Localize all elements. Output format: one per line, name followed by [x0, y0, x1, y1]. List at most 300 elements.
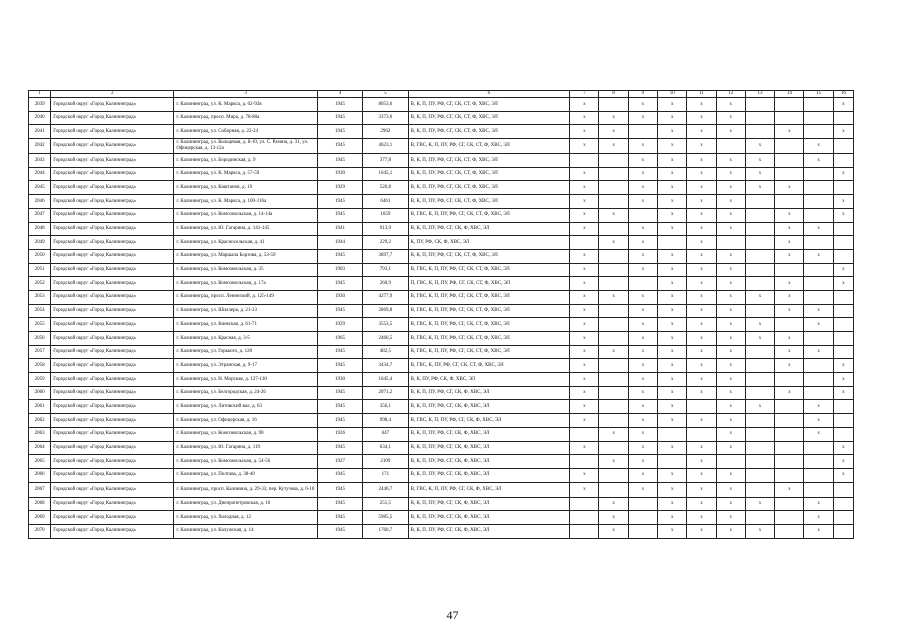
work-mark-cell: х — [716, 318, 745, 332]
works-cell: В, ГВС, К, П, ПУ, РФ, СГ, СК, СТ, Ф, ХВС, ЭЛ — [408, 345, 570, 359]
work-mark-cell — [804, 359, 833, 373]
work-mark-cell — [745, 98, 774, 112]
table-row — [29, 497, 854, 511]
column-number: 14 — [775, 91, 804, 98]
row-number: 2062 — [29, 414, 51, 428]
work-mark-cell: х — [745, 154, 774, 168]
address-cell: г. Калининград, ул. Калужская, д. 14 — [174, 524, 317, 538]
work-mark-cell: х — [658, 332, 687, 346]
work-mark-cell: х — [716, 468, 745, 482]
work-mark-cell: х — [570, 318, 599, 332]
work-mark-cell: х — [628, 263, 657, 277]
work-mark-cell — [628, 524, 657, 538]
works-cell: В, К, П, ПУ, РФ, СГ, СК, СТ, Ф, ХВС, ЭЛ — [408, 249, 570, 263]
area-cell: 2109 — [363, 455, 408, 469]
work-mark-cell: х — [804, 304, 833, 318]
work-mark-cell: х — [716, 154, 745, 168]
work-mark-cell: х — [687, 414, 716, 428]
work-mark-cell: х — [570, 125, 599, 139]
work-mark-cell: х — [775, 386, 804, 400]
work-mark-cell: х — [628, 455, 657, 469]
work-mark-cell: х — [716, 181, 745, 195]
work-mark-cell: х — [716, 222, 745, 236]
work-mark-cell: х — [628, 318, 657, 332]
work-mark-cell — [599, 482, 628, 497]
year-cell: 1945 — [317, 304, 362, 318]
row-number: 2048 — [29, 222, 51, 236]
district-cell: Городской округ «Город Калининград» — [51, 332, 174, 346]
district-cell: Городской округ «Город Калининград» — [51, 195, 174, 209]
work-mark-cell: х — [716, 497, 745, 511]
work-mark-cell: х — [716, 345, 745, 359]
table-row — [29, 167, 854, 181]
work-mark-cell: х — [570, 304, 599, 318]
area-cell: 4623,1 — [363, 139, 408, 154]
column-number: 13 — [745, 91, 774, 98]
work-mark-cell: х — [687, 236, 716, 250]
work-mark-cell: х — [628, 98, 657, 112]
works-cell: В, К, П, ПУ, РФ, СГ, СК, Ф, ХВС, ЭЛ — [408, 386, 570, 400]
year-cell: 1945 — [317, 524, 362, 538]
table-row — [29, 139, 854, 154]
work-mark-cell — [775, 414, 804, 428]
district-cell: Городской округ «Город Калининград» — [51, 359, 174, 373]
table-row — [29, 304, 854, 318]
row-number: 2050 — [29, 249, 51, 263]
district-cell: Городской округ «Город Калининград» — [51, 511, 174, 525]
work-mark-cell: х — [628, 181, 657, 195]
work-mark-cell: х — [833, 263, 853, 277]
work-mark-cell: х — [716, 386, 745, 400]
work-mark-cell: х — [687, 98, 716, 112]
area-cell: 3897,7 — [363, 249, 408, 263]
area-cell: 3553,5 — [363, 318, 408, 332]
work-mark-cell — [599, 277, 628, 291]
work-mark-cell: х — [687, 181, 716, 195]
district-cell: Городской округ «Город Калининград» — [51, 468, 174, 482]
work-mark-cell: х — [804, 414, 833, 428]
work-mark-cell: х — [658, 359, 687, 373]
work-mark-cell: х — [716, 208, 745, 222]
work-mark-cell: х — [570, 441, 599, 455]
work-mark-cell — [804, 195, 833, 209]
row-number: 2063 — [29, 427, 51, 441]
work-mark-cell — [745, 441, 774, 455]
column-number: 9 — [628, 91, 657, 98]
address-cell: г. Калининград, ул. Комсомольская, д. 54-56 — [174, 455, 317, 469]
row-number: 2058 — [29, 359, 51, 373]
table-row — [29, 386, 854, 400]
work-mark-cell — [599, 332, 628, 346]
work-mark-cell: х — [833, 208, 853, 222]
row-number: 2045 — [29, 181, 51, 195]
works-cell: В, К, П, ПУ, РФ, СГ, СК, Ф, ХВС, ЭЛ — [408, 524, 570, 538]
page-number: 47 — [446, 608, 459, 622]
work-mark-cell: х — [658, 98, 687, 112]
work-mark-cell — [804, 373, 833, 387]
address-cell: г. Калининград, ул. Бородинская, д. 9 — [174, 154, 317, 168]
work-mark-cell: х — [658, 290, 687, 304]
works-cell: В, К, П, ПУ, РФ, СГ, СК, Ф, ХВС, ЭЛ — [408, 441, 570, 455]
year-cell: 1929 — [317, 181, 362, 195]
work-mark-cell: х — [687, 511, 716, 525]
work-mark-cell — [599, 468, 628, 482]
district-cell: Городской округ «Город Калининград» — [51, 400, 174, 414]
district-cell: Городской округ «Город Калининград» — [51, 111, 174, 125]
work-mark-cell: х — [775, 125, 804, 139]
work-mark-cell — [570, 455, 599, 469]
work-mark-cell: х — [599, 345, 628, 359]
work-mark-cell — [745, 304, 774, 318]
work-mark-cell — [745, 263, 774, 277]
work-mark-cell — [628, 208, 657, 222]
work-mark-cell: х — [570, 98, 599, 112]
work-mark-cell: х — [658, 208, 687, 222]
work-mark-cell: х — [658, 125, 687, 139]
works-cell: В, К, П, ПУ, РФ, СГ, СК, Ф, ХВС, ЭЛ — [408, 468, 570, 482]
work-mark-cell — [804, 236, 833, 250]
work-mark-cell — [745, 511, 774, 525]
works-cell: В, ГВС, К, П, ПУ, РФ, СГ, СК, СТ, Ф, ХВС, ЭЛ — [408, 263, 570, 277]
work-mark-cell — [775, 441, 804, 455]
work-mark-cell: х — [628, 236, 657, 250]
work-mark-cell: х — [570, 111, 599, 125]
work-mark-cell — [833, 400, 853, 414]
district-cell: Городской округ «Город Калининград» — [51, 455, 174, 469]
work-mark-cell — [804, 277, 833, 291]
work-mark-cell: х — [628, 427, 657, 441]
work-mark-cell: х — [658, 139, 687, 154]
district-cell: Городской округ «Город Калининград» — [51, 524, 174, 538]
works-cell: В, К, П, ПУ, РФ, СГ, СК, Ф, ХВС, ЭЛ — [408, 497, 570, 511]
row-number: 2065 — [29, 455, 51, 469]
row-number: 2039 — [29, 98, 51, 112]
work-mark-cell — [775, 111, 804, 125]
works-cell: В, К, П, ПУ, РФ, СГ, СК, Ф, ХВС, ЭЛ — [408, 427, 570, 441]
work-mark-cell: х — [716, 400, 745, 414]
work-mark-cell: х — [833, 468, 853, 482]
address-cell: г. Калининград, ул. Ю. Гагарина, д. 141-145 — [174, 222, 317, 236]
work-mark-cell — [599, 181, 628, 195]
table-row — [29, 345, 854, 359]
work-mark-cell: х — [833, 98, 853, 112]
address-cell: г. Калининград, ул. К. Маркса, д. 100-116а — [174, 195, 317, 209]
column-number: 7 — [570, 91, 599, 98]
work-mark-cell: х — [716, 332, 745, 346]
table-row — [29, 441, 854, 455]
work-mark-cell: х — [570, 482, 599, 497]
area-cell: 793,1 — [363, 263, 408, 277]
column-number: 15 — [804, 91, 833, 98]
area-cell: 6461 — [363, 195, 408, 209]
work-mark-cell — [804, 111, 833, 125]
address-cell: г. Калининград, просп. Калинина, д. 29-33, пер. Кутузова, д. 6-10 — [174, 482, 317, 497]
area-cell: 356,1 — [363, 400, 408, 414]
work-mark-cell — [833, 222, 853, 236]
work-mark-cell: х — [775, 290, 804, 304]
work-mark-cell — [599, 222, 628, 236]
work-mark-cell: х — [687, 139, 716, 154]
work-mark-cell: х — [745, 181, 774, 195]
work-mark-cell — [833, 249, 853, 263]
work-mark-cell — [804, 263, 833, 277]
work-mark-cell: х — [687, 249, 716, 263]
work-mark-cell: х — [599, 524, 628, 538]
work-mark-cell — [745, 373, 774, 387]
area-cell: 5985,5 — [363, 511, 408, 525]
area-cell: 171 — [363, 468, 408, 482]
work-mark-cell: х — [687, 524, 716, 538]
work-mark-cell — [599, 98, 628, 112]
area-cell: 2446,7 — [363, 482, 408, 497]
work-mark-cell: х — [687, 263, 716, 277]
work-mark-cell: х — [658, 167, 687, 181]
table-row — [29, 400, 854, 414]
address-cell: г. Калининград, ул. Красная, д. 3-5 — [174, 332, 317, 346]
address-cell: г. Калининград, ул. Белгородская, д. 24-26 — [174, 386, 317, 400]
work-mark-cell — [628, 497, 657, 511]
area-cell: 998,4 — [363, 414, 408, 428]
work-mark-cell: х — [804, 511, 833, 525]
work-mark-cell: х — [687, 441, 716, 455]
address-cell: г. Калининград, ул. Офицерская, д. 16 — [174, 414, 317, 428]
work-mark-cell: х — [658, 154, 687, 168]
area-cell: 251,5 — [363, 497, 408, 511]
work-mark-cell: х — [687, 359, 716, 373]
work-mark-cell — [833, 524, 853, 538]
table-row — [29, 195, 854, 209]
work-mark-cell: х — [687, 195, 716, 209]
work-mark-cell: х — [658, 249, 687, 263]
work-mark-cell — [745, 208, 774, 222]
work-mark-cell — [745, 468, 774, 482]
year-cell: 1930 — [317, 373, 362, 387]
work-mark-cell — [628, 277, 657, 291]
work-mark-cell: х — [687, 125, 716, 139]
work-mark-cell: х — [775, 332, 804, 346]
row-number: 2067 — [29, 482, 51, 497]
work-mark-cell — [775, 468, 804, 482]
year-cell: 1945 — [317, 414, 362, 428]
district-cell: Городской округ «Город Калининград» — [51, 139, 174, 154]
work-mark-cell: х — [658, 318, 687, 332]
work-mark-cell — [775, 263, 804, 277]
year-cell: 1945 — [317, 386, 362, 400]
row-number: 2061 — [29, 400, 51, 414]
work-mark-cell: х — [570, 414, 599, 428]
area-cell: 8053,6 — [363, 98, 408, 112]
work-mark-cell: х — [658, 304, 687, 318]
work-mark-cell: х — [628, 468, 657, 482]
row-number: 2054 — [29, 304, 51, 318]
district-cell: Городской округ «Город Калининград» — [51, 181, 174, 195]
work-mark-cell — [745, 236, 774, 250]
works-cell: В, К, П, ПУ, РФ, СГ, СК, СТ, Ф, ХВС, ЭЛ — [408, 181, 570, 195]
work-mark-cell: х — [570, 359, 599, 373]
work-mark-cell — [833, 497, 853, 511]
district-cell: Городской округ «Город Калининград» — [51, 482, 174, 497]
row-number: 2055 — [29, 318, 51, 332]
work-mark-cell: х — [658, 111, 687, 125]
work-mark-cell: х — [599, 455, 628, 469]
works-cell: В, К, П, ПУ, РФ, СГ, СК, Ф, ХВС, ЭЛ — [408, 222, 570, 236]
address-cell: г. Калининград, ул. Каштанов, д. 19 — [174, 181, 317, 195]
work-mark-cell: х — [658, 195, 687, 209]
work-mark-cell: х — [833, 386, 853, 400]
work-mark-cell — [833, 236, 853, 250]
district-cell: Городской округ «Город Калининград» — [51, 386, 174, 400]
row-number: 2047 — [29, 208, 51, 222]
row-number: 2052 — [29, 277, 51, 291]
year-cell: 1926 — [317, 427, 362, 441]
district-cell: Городской округ «Город Калининград» — [51, 277, 174, 291]
area-cell: 1760,7 — [363, 524, 408, 538]
work-mark-cell: х — [833, 125, 853, 139]
work-mark-cell — [599, 386, 628, 400]
work-mark-cell: х — [628, 154, 657, 168]
work-mark-cell: х — [570, 400, 599, 414]
work-mark-cell: х — [687, 373, 716, 387]
work-mark-cell: х — [804, 345, 833, 359]
work-mark-cell: х — [716, 524, 745, 538]
work-mark-cell: х — [628, 195, 657, 209]
district-cell: Городской округ «Город Калининград» — [51, 125, 174, 139]
works-cell: В, ГВС, К, П, ПУ, РФ, СГ, СК, Ф, ХВС, ЭЛ — [408, 482, 570, 497]
work-mark-cell — [599, 304, 628, 318]
work-mark-cell: х — [599, 111, 628, 125]
year-cell: 1945 — [317, 497, 362, 511]
work-mark-cell — [745, 427, 774, 441]
work-mark-cell — [716, 455, 745, 469]
work-mark-cell: х — [833, 277, 853, 291]
works-cell: В, К, П, ПУ, РФ, СГ, СК, СТ, Ф, ХВС, ЭЛ — [408, 167, 570, 181]
year-cell: 1945 — [317, 208, 362, 222]
work-mark-cell: х — [716, 511, 745, 525]
work-mark-cell: х — [658, 400, 687, 414]
work-mark-cell — [775, 139, 804, 154]
table-row — [29, 249, 854, 263]
year-cell: 1930 — [317, 290, 362, 304]
work-mark-cell — [745, 359, 774, 373]
work-mark-cell — [599, 195, 628, 209]
table-row — [29, 98, 854, 112]
work-mark-cell — [833, 414, 853, 428]
year-cell: 1965 — [317, 332, 362, 346]
work-mark-cell: х — [599, 125, 628, 139]
work-mark-cell: х — [628, 304, 657, 318]
work-mark-cell: х — [658, 222, 687, 236]
work-mark-cell: х — [804, 427, 833, 441]
works-cell: В, ГВС, К, П, ПУ, РФ, СГ, СК, СТ, Ф, ХВС, ЭЛ — [408, 139, 570, 154]
address-cell: г. Калининград, ул. Этранская, д. 9-17 — [174, 359, 317, 373]
column-number: 2 — [51, 91, 174, 98]
address-cell: г. Калининград, ул. К. Маркса, д. 57-59 — [174, 167, 317, 181]
work-mark-cell: х — [804, 318, 833, 332]
work-mark-cell — [745, 222, 774, 236]
district-cell: Городской округ «Город Калининград» — [51, 345, 174, 359]
work-mark-cell — [599, 249, 628, 263]
works-cell: В, К, П, ПУ, РФ, СГ, СК, СТ, Ф, ХВС, ЭЛ — [408, 98, 570, 112]
area-cell: 3434,7 — [363, 359, 408, 373]
work-mark-cell: х — [833, 455, 853, 469]
work-mark-cell: х — [775, 236, 804, 250]
work-mark-cell: х — [716, 290, 745, 304]
work-mark-cell — [570, 511, 599, 525]
work-mark-cell: х — [716, 427, 745, 441]
work-mark-cell — [570, 236, 599, 250]
work-mark-cell — [775, 373, 804, 387]
works-cell: В, ГВС, К, П, ПУ, РФ, СГ, СК, СТ, Ф, ХВС, ЭЛ — [408, 332, 570, 346]
work-mark-cell — [599, 154, 628, 168]
year-cell: 1945 — [317, 511, 362, 525]
area-cell: 913,9 — [363, 222, 408, 236]
address-cell: г. Калининград, ул. Комсомольская, д. 90 — [174, 427, 317, 441]
address-cell: г. Калининград, ул. Комсомольская, д. 14-14а — [174, 208, 317, 222]
works-cell: В, ГВС, К, ПУ, РФ, СГ, СК, СТ, Ф, ХВС, ЭЛ — [408, 359, 570, 373]
work-mark-cell: х — [716, 441, 745, 455]
column-number: 12 — [716, 91, 745, 98]
work-mark-cell — [745, 277, 774, 291]
work-mark-cell: х — [628, 386, 657, 400]
work-mark-cell — [745, 125, 774, 139]
table-row — [29, 414, 854, 428]
work-mark-cell: х — [716, 125, 745, 139]
work-mark-cell — [775, 154, 804, 168]
work-mark-cell: х — [745, 290, 774, 304]
work-mark-cell — [628, 511, 657, 525]
work-mark-cell: х — [658, 482, 687, 497]
work-mark-cell: х — [687, 154, 716, 168]
address-cell: г. Калининград, ул. Горького, д. 120 — [174, 345, 317, 359]
area-cell: 4277,9 — [363, 290, 408, 304]
work-mark-cell — [804, 98, 833, 112]
work-mark-cell — [599, 441, 628, 455]
document-page — [28, 90, 854, 539]
work-mark-cell — [745, 249, 774, 263]
work-mark-cell: х — [804, 139, 833, 154]
work-mark-cell: х — [775, 359, 804, 373]
table-row — [29, 455, 854, 469]
work-mark-cell — [658, 427, 687, 441]
row-number: 2057 — [29, 345, 51, 359]
district-cell: Городской округ «Город Калининград» — [51, 290, 174, 304]
work-mark-cell: х — [687, 482, 716, 497]
works-cell: В, К, П, ПУ, РФ, СГ, СК, Ф, ХВС, ЭЛ — [408, 400, 570, 414]
work-mark-cell: х — [570, 139, 599, 154]
area-cell: 2962 — [363, 125, 408, 139]
work-mark-cell — [745, 455, 774, 469]
works-cell: В, ГВС, К, П, ПУ, РФ, СГ, СК, Ф, ХВС, ЭЛ — [408, 414, 570, 428]
work-mark-cell: х — [804, 400, 833, 414]
work-mark-cell — [775, 497, 804, 511]
work-mark-cell: х — [804, 154, 833, 168]
work-mark-cell: х — [570, 332, 599, 346]
work-mark-cell — [804, 181, 833, 195]
work-mark-cell — [833, 181, 853, 195]
year-cell: 1903 — [317, 263, 362, 277]
work-mark-cell — [687, 427, 716, 441]
address-cell: г. Калининград, ул. Соборная, д. 22-24 — [174, 125, 317, 139]
work-mark-cell: х — [745, 318, 774, 332]
year-cell: 1929 — [317, 318, 362, 332]
work-mark-cell: х — [628, 414, 657, 428]
address-cell: г. Калининград, ул. Комсомольская, д. 17а — [174, 277, 317, 291]
year-cell: 1945 — [317, 195, 362, 209]
row-number: 2053 — [29, 290, 51, 304]
work-mark-cell: х — [628, 441, 657, 455]
work-mark-cell: х — [775, 482, 804, 497]
work-mark-cell: х — [687, 167, 716, 181]
